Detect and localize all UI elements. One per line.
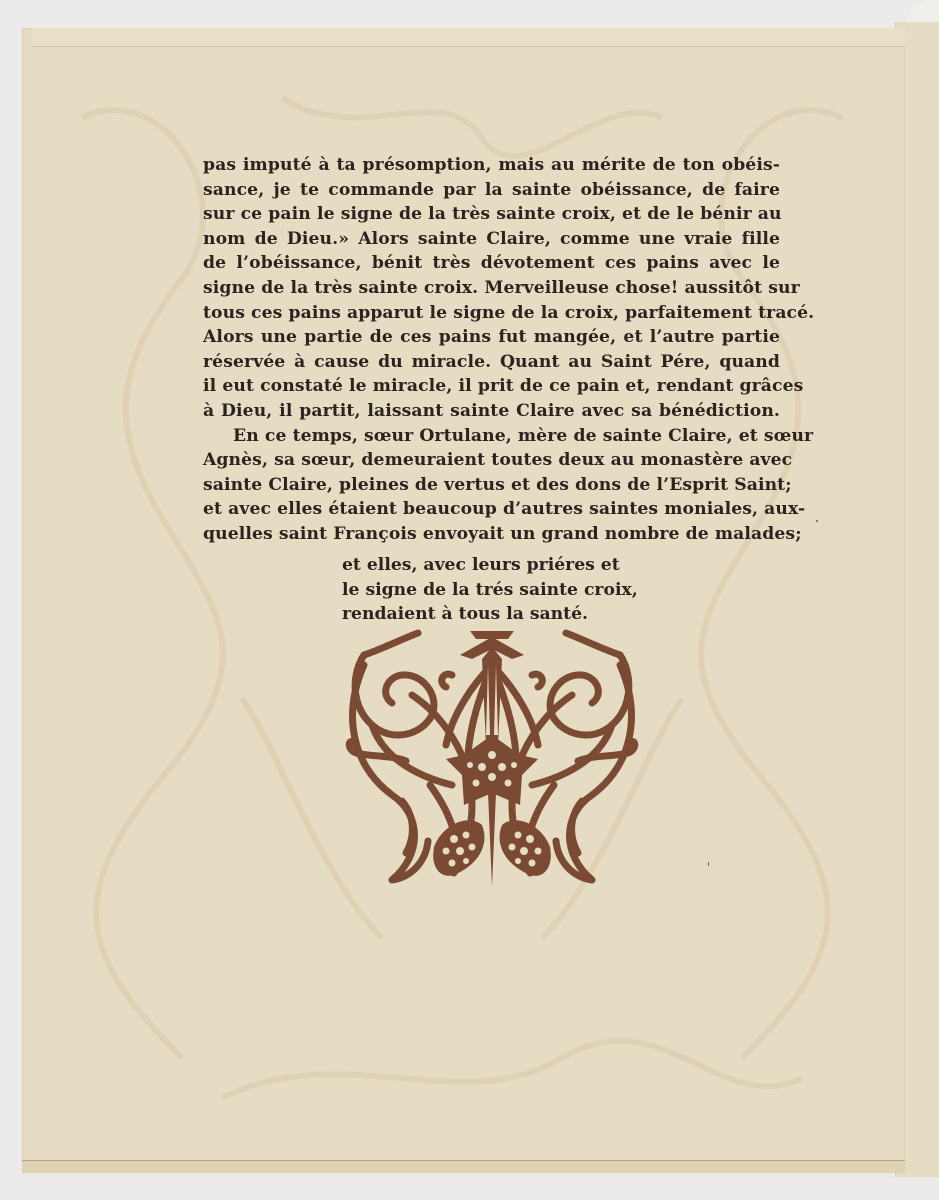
text-line: de l’obéissance, bénit très dévotement ces pains avec le (203, 253, 780, 274)
closing-line: et elles, avec leurs priéres et (342, 555, 620, 575)
text-line: nom de Dieu.» Alors sainte Claire, comme une vraie fille (203, 228, 780, 249)
closing-text (342, 553, 662, 627)
body-text (203, 153, 815, 547)
paragraph-start-line: En ce temps, sœur Ortulane, mère de sainte Claire, et sœur (233, 425, 814, 446)
text-line: sur ce pain le signe de la très sainte croix, et de le bénir au (203, 204, 782, 225)
text-line: signe de la très sainte croix. Merveilleuse chose! aussitôt sur (203, 277, 800, 298)
text-line: Agnès, sa sœur, demeuraient toutes deux au monastère avec (203, 450, 793, 471)
paper-speck (708, 862, 709, 866)
page-bottom-edge (22, 1160, 905, 1173)
text-line: sance, je te commande par la sainte obéissance, de faire (203, 179, 780, 200)
closing-line: le signe de la trés sainte croix, (342, 579, 638, 600)
paper-speck (816, 520, 818, 522)
text-line: il eut constaté le miracle, il prit de ce pain et, rendant grâces (203, 376, 804, 397)
text-line: tous ces pains apparut le signe de la croix, parfaitement tracé. (203, 302, 815, 323)
floral-tailpiece-ornament-icon (342, 625, 642, 893)
text-line: sainte Claire, pleines de vertus et des dons de l’Esprit Saint; (203, 474, 792, 495)
text-line: quelles saint François envoyait un grand nombre de malades; (203, 523, 802, 544)
text-line: pas imputé à ta présomption, mais au mérite de ton obéis- (203, 155, 780, 175)
page-top-fold (32, 28, 905, 47)
text-line: et avec elles étaient beaucoup d’autres saintes moniales, aux- (203, 499, 806, 520)
closing-line: rendaient à tous la santé. (342, 604, 589, 625)
text-line: à Dieu, il partit, laissant sainte Claire avec sa bénédiction. (203, 400, 780, 421)
text-line: Alors une partie de ces pains fut mangée, et l’autre partie (203, 327, 780, 348)
text-line: réservée à cause du miracle. Quant au Saint Pére, quand (203, 351, 780, 372)
